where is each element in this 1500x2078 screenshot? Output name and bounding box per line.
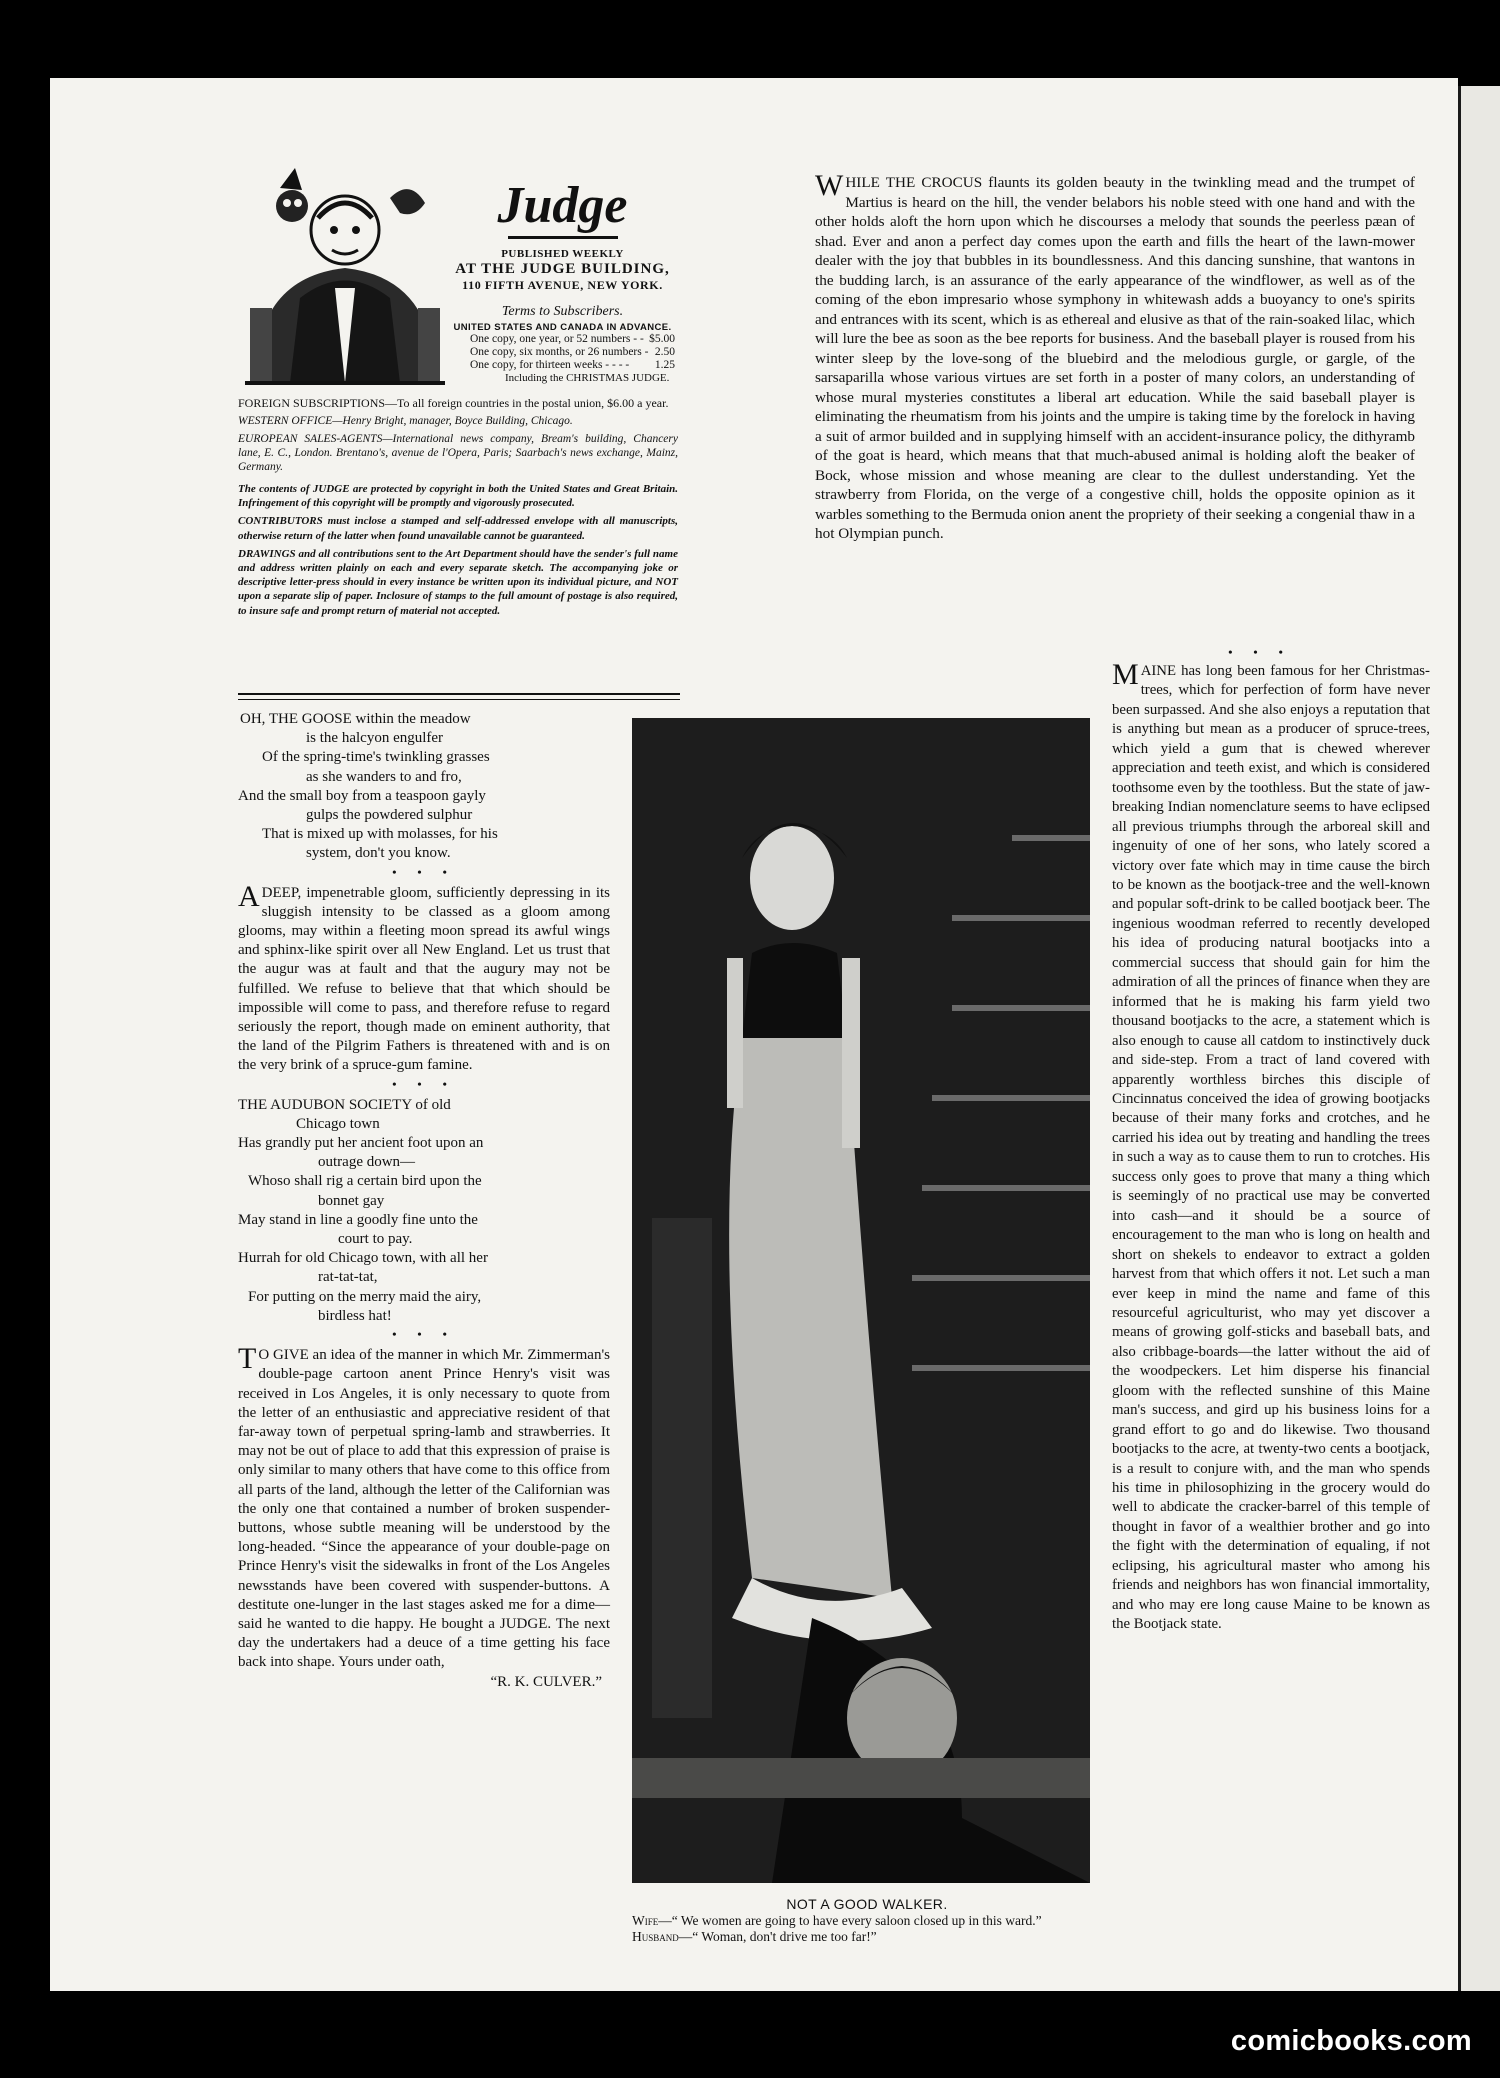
masthead-rule xyxy=(238,693,680,700)
building-line: AT THE JUDGE BUILDING, xyxy=(455,261,670,277)
drawings-notice: DRAWINGS and all contributions sent to the Art Department should have the sender's full name and address written plainly on each and every separate sketch. The accompanying joke or descriptive letter-press should in every instance be written upon its individual picture, and NOT upon a separate slip of paper. Inclosure of stamps to the full amount of postage is also required, to insure safe and prompt return of material not accepted. xyxy=(238,547,678,617)
rates-note: Including the CHRISTMAS JUDGE. xyxy=(505,372,670,384)
signature: “R. K. CULVER.” xyxy=(490,1673,602,1690)
poem-line: THE AUDUBON SOCIETY of old xyxy=(238,1096,451,1113)
illustration-caption xyxy=(632,1896,1102,1945)
published-weekly: PUBLISHED WEEKLY xyxy=(501,248,624,260)
togive-article xyxy=(238,1342,610,1672)
poem-line: as she wanders to and fro, xyxy=(306,768,462,785)
article-body: an idea of the manner in which Mr. Zimmerman's double-page cartoon anent Prince Henry's visit was received in Los Angeles, it is only necessary to quote from the letter of an enthusiastic and appreciative resident of that far-away town of perpetual spring-lamb and strawberries. It may not be out of place to add that this expression of praise is only similar to many others that have come to this office from all parts of the land, although the letter of the Californian was the only one that contained a number of broken suspender-buttons, whose subtle meaning will be understood by the long-headed. “Since the appearance of your double-page on Prince Henry's visit the sidewalks in front of the Los Angeles newsstands have been covered with suspender-buttons. A destitute one-lunger in the last stages asked me for a dime—said he wanted to die happy. He bought a JUDGE. The next day the undertakers had a deuce of a time getting his face back into shape. Yours under oath, xyxy=(238,1347,610,1671)
poem-line: Of the spring-time's twinkling grasses xyxy=(262,749,490,766)
site-watermark: comicbooks.com xyxy=(1230,2025,1472,2057)
section-separator: • • • xyxy=(392,1076,456,1091)
drop-cap: M xyxy=(1112,658,1139,691)
poem-line: system, don't you know. xyxy=(306,845,451,862)
rate-row: One copy, six months, or 26 numbers - 2.50 xyxy=(470,346,675,358)
logo-rule xyxy=(508,236,618,239)
magazine-page xyxy=(50,78,1458,1991)
copyright-notice: The contents of JUDGE are protected by copyright in both the United States and Great Britain. Infringement of this copyright will be promptly and vigorously prosecuted. xyxy=(238,483,678,510)
article-body: has long been famous for her Christmas-trees, which for perfection of form have never been surpassed. And she also enjoys a reputation that is anything but mean as a producer of spruce-trees, which yield a gum that is chewed wherever appreciation and teeth exist, and which is considered toothsome even by the toothless. But the state of jaw-breaking Indian nomenclature seems to have eclipsed all previous triumphs through the arboreal skill and ingenuity of one of her sons, who lately scored a victory over fate which may in time cause the birch to be known as the bootjack-tree and the well-known and popular soft-drink to be called bootjack beer. The ingenious woodman referred to recently developed his idea of producing natural bootjacks into a commercial success that should gain for him the admiration of all the princes of finance when they are informed that he is making his farm yield two thousand bootjacks to the acre, a statement which is also enough to cause all catdom to instinctively duck and side-step. From a tract of land covered with apparently worthless birches this disciple of Cincinnatus conceived the idea of growing bootjacks because of their many forks and crotches, and he carried his idea out by treating and handling the trees in such a way as to cause them to run to crotches. His success only goes to prove that many a thing which is seemingly of no practical use may be converted into cash—and it should be a source of encouragement to the man who is long on health and short on shekels to endeavor to extract a golden harvest from that which offers it not. Let such a man ever keep in mind the name and fame of this resourceful agriculturist, who may yet discover a means of growing golf-sticks and baseball bats, and also cribbage-boards—the latter without the aid of the woodpeckers. Let him disperse his financial gloom with the reflected sunshine of this Maine man's success, and gird up his business loins for a grand effort to go and do likewise. Two thousand bootjacks to the acre, at twenty-two cents a bootjack, is a result to conjure with, and the man who spends his time in philosophizing in the grocery would do well to abdicate the cracker-barrel of this temple of thought in favor of a wealthier brother and go into the fight with the determination of equaling, if not eclipsing, his agricultural master who among his friends and neighbors has won financial immortality, and who may ere long cause Maine to be known as the Bootjack state. xyxy=(1112,663,1430,1633)
section-separator: • • • xyxy=(1228,645,1292,659)
masthead-info xyxy=(450,178,675,385)
advance-line: UNITED STATES AND CANADA IN ADVANCE. xyxy=(453,322,672,333)
article-body: flaunts its golden beauty in the twinkling mead and the trumpet of Martius is heard on the hill, the vender belabors his noble steed with one hand and with the other holds aloft the horn upon which he discourses a melody that sounds the peerless pæan of shad. Ever and anon a perfect day comes upon the earth and fills the heart of the lawn-mower dealer with the joy that bubbles in its boundlessness. And this dancing sunshine, that wantons in the budding larch, is an assurance of the early appearance of the windflower, as well as of the coming of the ebon impresario whose symphony in whitewash adds a buoyancy to one's spirits and entrances with its scent, which is as ethereal and elusive as that of the rain-soaked lilac, which will lure the bee as soon as the bee reports for business. And the baseball player is roused from his winter sleep by the love-song of the bluebird and the melodious gurgle, or gargle, of the sarsaparilla whose various virtues are set forth in a poster of many colors, an understanding of whose mural mysteries constitutes a liberal art education. While the said baseball player is eliminating the rheumatism from his joints and the umpire is taking time by the forelock in having a suit of armor builded and in supplying himself with an accident-insurance policy, the dithyramb of the goat is heard, which means that that much-abused animal is holding aloft the beaker of Bock, whose mission and whose meaning are clear to the dullest understanding. Yet the strawberry from Florida, on the verge of a congestive chill, holds the opposite opinion as it warbles something to the Bermuda onion anent the propriety of their seeking a congenial thaw in a hot Olympian punch. xyxy=(815,174,1415,542)
section-separator: • • • xyxy=(392,864,456,879)
poem-line: bonnet gay xyxy=(318,1192,385,1209)
rates-list xyxy=(470,333,675,372)
poem-line: And the small boy from a teaspoon gayly xyxy=(238,787,486,804)
section-separator: • • • xyxy=(392,1327,456,1342)
adjacent-page-edge xyxy=(1458,86,1500,1991)
rate-row: One copy, one year, or 52 numbers - - $5.00 xyxy=(470,333,675,345)
crocus-article xyxy=(815,169,1415,544)
caption-husband-line: Husband—“ Woman, don't drive me too far!” xyxy=(632,1929,877,1944)
article-lead: HILE THE CROCUS xyxy=(845,174,983,191)
foreign-subscriptions: FOREIGN SUBSCRIPTIONS—To all foreign countries in the postal union, $6.00 a year. xyxy=(238,396,669,410)
poem-line: outrage down— xyxy=(318,1154,416,1171)
poem-line: Has grandly put her ancient foot upon an xyxy=(238,1135,484,1152)
poem-line: May stand in line a goodly fine unto the xyxy=(238,1211,478,1228)
masthead-illustration xyxy=(240,158,450,388)
rate-row: One copy, for thirteen weeks - - - - 1.25 xyxy=(470,359,675,371)
poem-line: That is mixed up with molasses, for his xyxy=(262,826,498,843)
poem-line: Whoso shall rig a certain bird upon the xyxy=(248,1173,482,1190)
poem-line: OH, THE GOOSE within the meadow xyxy=(240,711,471,727)
drop-cap: T xyxy=(238,1342,257,1376)
contributors-notice: CONTRIBUTORS must inclose a stamped and self-addressed envelope with all manuscripts, otherwise return of the latter when found unavailable cannot be guaranteed. xyxy=(238,515,678,542)
left-column xyxy=(238,710,610,1692)
drop-cap: W xyxy=(815,169,844,202)
article-lead: DEEP, xyxy=(261,884,302,901)
poem-line: Hurrah for old Chicago town, with all her xyxy=(238,1250,488,1267)
audubon-poem xyxy=(238,1096,610,1326)
poem-line: is the halcyon engulfer xyxy=(306,730,444,747)
subscription-notices xyxy=(238,396,678,622)
poem-line: court to pay. xyxy=(338,1231,413,1248)
illustration-not-a-good-walker xyxy=(632,718,1090,1883)
caption-wife-line: Wife—“ We women are going to have every saloon closed up in this ward.” xyxy=(632,1913,1042,1928)
poem-line: birdless hat! xyxy=(318,1307,392,1324)
poem-line: gulps the powdered sulphur xyxy=(306,807,473,824)
european-agents: EUROPEAN SALES-AGENTS—International news company, Bream's building, Chancery lane, E. C., London. Brentano's, avenue de l'Opera, Paris; Saarbach's news exchange, Mainz, Germany. xyxy=(238,433,678,473)
drop-cap: A xyxy=(238,879,260,913)
maine-article xyxy=(1112,658,1430,1635)
address-line: 110 FIFTH AVENUE, NEW YORK. xyxy=(462,278,663,292)
caption-title: NOT A GOOD WALKER. xyxy=(786,1896,948,1912)
poem-line: Chicago town xyxy=(296,1115,380,1132)
poem-line: For putting on the merry maid the airy, xyxy=(248,1288,482,1305)
terms-title: Terms to Subscribers. xyxy=(501,304,624,319)
judge-logo: Judge xyxy=(497,177,628,234)
article-body: impenetrable gloom, sufficiently depressing in its sluggish intensity to be classed as a gloom among glooms, may within a fleeting moon spread its awful wings and sphinx-like spirit over all New England. Let us trust that the augur was at fault and that the augury may not be fulfilled. We refuse to believe that that which should be impossible will come to pass, and therefore refuse to regard seriously the report, though made on eminent authority, that the land of the Pilgrim Fathers is threatened with and is on the very brink of a spruce-gum famine. xyxy=(238,884,610,1074)
goose-poem xyxy=(238,710,610,864)
western-office: WESTERN OFFICE—Henry Bright, manager, Boyce Building, Chicago. xyxy=(238,415,573,427)
article-lead: O GIVE xyxy=(258,1347,309,1364)
poem-line: rat-tat-tat, xyxy=(318,1269,378,1286)
deep-article xyxy=(238,879,610,1076)
article-lead: AINE xyxy=(1140,663,1177,679)
